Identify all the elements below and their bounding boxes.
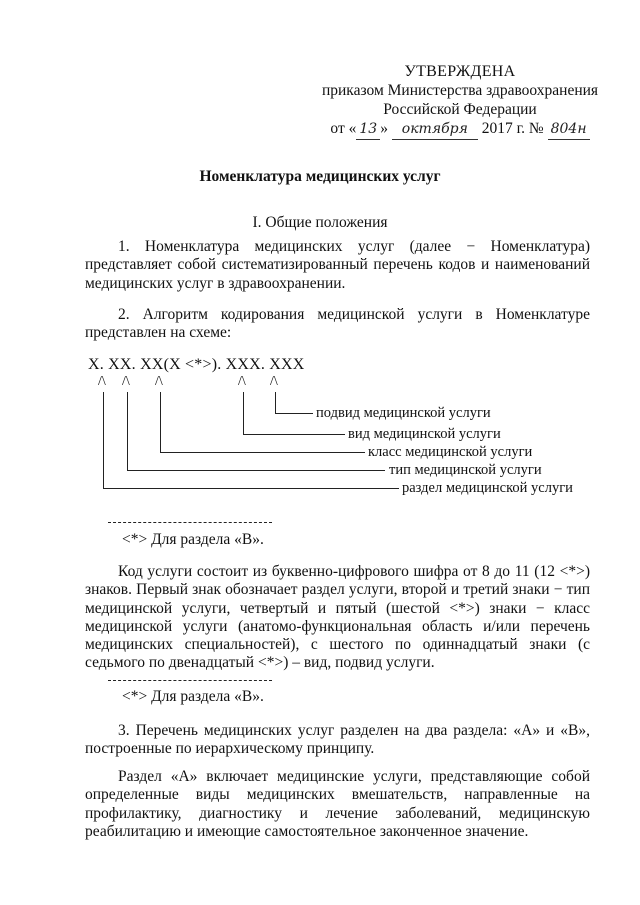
connector-subtype-h bbox=[275, 413, 313, 414]
footnote-separator-2 bbox=[108, 680, 272, 681]
connector-subtype bbox=[275, 392, 276, 413]
connector-section-h bbox=[103, 488, 399, 489]
paragraph-2-text: 2. Алгоритм кодирования медицинской услуги в Номенклатуре представлен на схеме: bbox=[85, 306, 590, 342]
caret-subtype: /\ bbox=[270, 374, 278, 389]
approval-date-line bbox=[300, 119, 620, 140]
date-prefix: от « bbox=[330, 120, 357, 137]
handwritten-month: октября bbox=[392, 120, 478, 140]
caret-section: /\ bbox=[98, 374, 106, 389]
paragraph-1 bbox=[85, 238, 590, 293]
footnote-separator-1 bbox=[108, 522, 272, 523]
approval-line-2: Российской Федерации bbox=[383, 101, 537, 118]
date-mid: » bbox=[380, 120, 388, 137]
connector-class bbox=[160, 392, 161, 452]
section-heading: I. Общие положения bbox=[252, 214, 388, 231]
year-text: 2017 г. № bbox=[481, 120, 544, 137]
handwritten-day: 13 bbox=[356, 120, 380, 140]
label-class: класс медицинской услуги bbox=[368, 444, 533, 460]
document-title: Номенклатура медицинских услуг bbox=[199, 168, 441, 185]
paragraph-2 bbox=[85, 306, 590, 343]
label-kind: вид медицинской услуги bbox=[348, 426, 501, 442]
paragraph-1-text: 1. Номенклатура медицинских услуг (далее − Номенклатура) представляет собой систематизированный перечень кодов и наименований медицинских услуг в здравоохранении. bbox=[85, 238, 590, 292]
paragraph-5-text: Раздел «А» включает медицинские услуги, представляющие собой определенные виды медицинских вмешательств, направленные на профилактику, диагностику и лечение заболеваний, медицинскую реабилитацию и имеющие самостоятельное законченное значение. bbox=[85, 768, 590, 840]
connector-kind-h bbox=[243, 434, 345, 435]
approval-heading: УТВЕРЖДЕНА bbox=[404, 63, 516, 80]
connector-class-h bbox=[160, 452, 365, 453]
paragraph-3 bbox=[85, 563, 590, 673]
footnote-2: <*> Для раздела «В». bbox=[122, 688, 264, 705]
connector-type-h bbox=[127, 470, 385, 471]
caret-type: /\ bbox=[122, 374, 130, 389]
approval-block bbox=[300, 62, 620, 140]
connector-type bbox=[127, 392, 128, 470]
caret-kind: /\ bbox=[238, 374, 246, 389]
handwritten-number: 804н bbox=[548, 120, 590, 140]
label-subtype: подвид медицинской услуги bbox=[316, 405, 491, 421]
label-section: раздел медицинской услуги bbox=[402, 480, 573, 496]
code-formula: X. XX. XX(X <*>). XXX. XXX bbox=[88, 356, 305, 373]
caret-class: /\ bbox=[155, 374, 163, 389]
connector-section bbox=[103, 392, 104, 488]
paragraph-4-text: 3. Перечень медицинских услуг разделен на два раздела: «А» и «В», построенные по иерархическому принципу. bbox=[85, 722, 590, 758]
connector-kind bbox=[243, 392, 244, 434]
footnote-1: <*> Для раздела «В». bbox=[122, 531, 264, 548]
approval-line-1: приказом Министерства здравоохранения bbox=[321, 82, 599, 99]
paragraph-3-text: Код услуги состоит из буквенно-цифрового шифра от 8 до 11 (12 <*>) знаков. Первый знак обозначает раздел услуги, второй и третий знаки − тип медицинской услуги, четвертый и пятый (шестой <*>) знаки − класс медицинской услуги (анатомо-функциональная область и/или перечень медицинских специальностей), с шестого по одиннадцатый знаки (с седьмого по двенадцатый <*>) – вид, подвид услуги. bbox=[85, 563, 590, 672]
label-type: тип медицинской услуги bbox=[389, 462, 542, 478]
paragraph-4 bbox=[85, 722, 590, 759]
paragraph-5 bbox=[85, 768, 590, 841]
